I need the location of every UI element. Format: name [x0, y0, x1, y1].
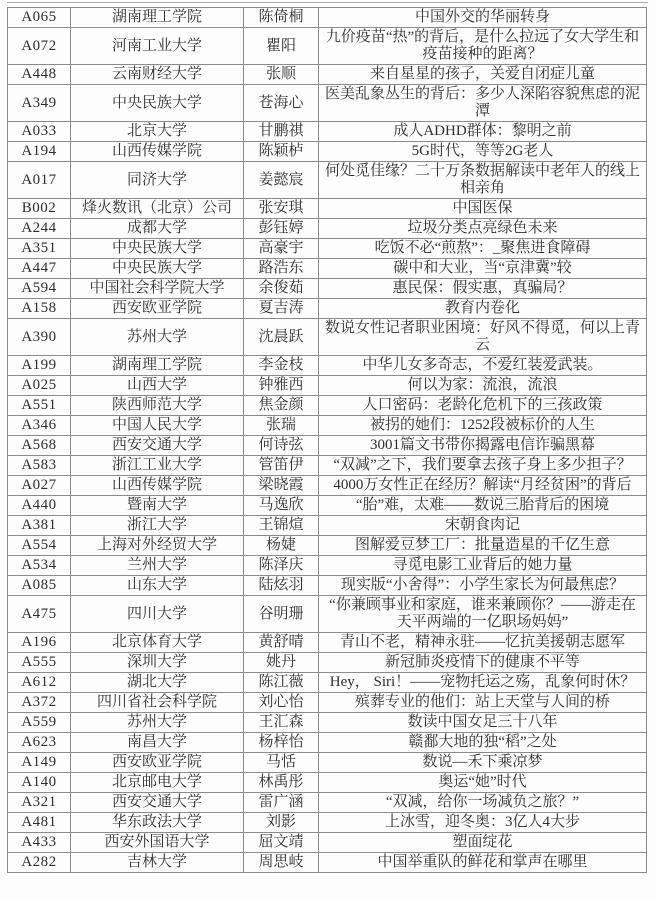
entry-author-name: 张安琪 — [244, 199, 319, 219]
entry-id: A554 — [8, 536, 71, 556]
table-row — [8, 556, 647, 576]
table-row — [8, 853, 647, 873]
entry-author-name: 杨婕 — [244, 536, 319, 556]
entry-id: A594 — [8, 279, 71, 299]
table-row — [8, 356, 647, 376]
entry-university: 湖北大学 — [71, 673, 244, 693]
entry-author-name: 甘鹏祺 — [244, 122, 319, 142]
table-row — [8, 299, 647, 319]
entry-work-title: 中华儿女多奇志，不爱红装爱武装。 — [319, 356, 647, 376]
entry-id: A551 — [8, 396, 71, 416]
entry-work-title: 九价疫苗“热”的背后，是什么拉远了女大学生和疫苗接种的距离？ — [319, 28, 647, 65]
table-row — [8, 536, 647, 556]
table-row — [8, 456, 647, 476]
table-row — [8, 773, 647, 793]
entry-author-name: 梁晓霞 — [244, 476, 319, 496]
entry-work-title: 上冰雪，迎冬奥：3亿人4大步 — [319, 813, 647, 833]
entry-author-name: 雷广涵 — [244, 793, 319, 813]
entry-id: A623 — [8, 733, 71, 753]
entry-id: A349 — [8, 85, 71, 122]
table-row — [8, 516, 647, 536]
table-row — [8, 653, 647, 673]
entry-author-name: 屈文靖 — [244, 833, 319, 853]
entry-id: A085 — [8, 576, 71, 596]
entry-university: 中央民族大学 — [71, 259, 244, 279]
entry-id: A381 — [8, 516, 71, 536]
entry-university: 中央民族大学 — [71, 85, 244, 122]
table-row — [8, 693, 647, 713]
entry-university: 山东大学 — [71, 576, 244, 596]
entry-university: 四川省社会科学院 — [71, 693, 244, 713]
entry-author-name: 林禹彤 — [244, 773, 319, 793]
table-row — [8, 219, 647, 239]
entry-id: A612 — [8, 673, 71, 693]
table-row — [8, 436, 647, 456]
entry-id: A475 — [8, 596, 71, 633]
entry-work-title: “双减，给你一场减负之旅？” — [319, 793, 647, 813]
table-row — [8, 142, 647, 162]
entry-work-title: 4000万女性正在经历？解读“月经贫困”的背后 — [319, 476, 647, 496]
entry-id: A568 — [8, 436, 71, 456]
table-row — [8, 476, 647, 496]
entry-university: 山西传媒学院 — [71, 142, 244, 162]
entry-university: 西安外国语大学 — [71, 833, 244, 853]
entry-university: 四川大学 — [71, 596, 244, 633]
entry-work-title: 3001篇文书带你揭露电信诈骗黑幕 — [319, 436, 647, 456]
entry-university: 同济大学 — [71, 162, 244, 199]
entry-work-title: 奥运“她”时代 — [319, 773, 647, 793]
entry-work-title: 宋朝食肉记 — [319, 516, 647, 536]
entry-author-name: 周思岐 — [244, 853, 319, 873]
entry-university: 山西大学 — [71, 376, 244, 396]
entry-work-title: Hey， Siri！——宠物托运之殇，乱象何时休？ — [319, 673, 647, 693]
entry-work-title: 塑面绽花 — [319, 833, 647, 853]
table-row — [8, 576, 647, 596]
entry-id: A390 — [8, 319, 71, 356]
entry-author-name: 彭钰婷 — [244, 219, 319, 239]
entry-id: A244 — [8, 219, 71, 239]
entry-university: 北京体育大学 — [71, 633, 244, 653]
entry-university: 上海对外经贸大学 — [71, 536, 244, 556]
entry-author-name: 谷明珊 — [244, 596, 319, 633]
entry-id: A534 — [8, 556, 71, 576]
table-row — [8, 416, 647, 436]
table-row — [8, 279, 647, 299]
table-row — [8, 633, 647, 653]
table-row — [8, 496, 647, 516]
entry-work-title: 青山不老，精神永驻——忆抗美援朝志愿军 — [319, 633, 647, 653]
entry-work-title: 5G时代，等等2G老人 — [319, 142, 647, 162]
table-row — [8, 199, 647, 219]
entry-author-name: 苍海心 — [244, 85, 319, 122]
entries-table-body — [8, 8, 647, 873]
table-row — [8, 162, 647, 199]
entry-work-title: 何以为家：流浪，流浪 — [319, 376, 647, 396]
table-row — [8, 793, 647, 813]
table-row — [8, 319, 647, 356]
entry-id: A027 — [8, 476, 71, 496]
entry-work-title: 医美乱象丛生的背后：多少人深陷容貌焦虑的泥潭 — [319, 85, 647, 122]
entry-university: 山西传媒学院 — [71, 476, 244, 496]
entry-author-name: 黄舒晴 — [244, 633, 319, 653]
entry-work-title: “你兼顾事业和家庭，谁来兼顾你？——游走在天平两端的一亿职场妈妈” — [319, 596, 647, 633]
entry-id: A321 — [8, 793, 71, 813]
entry-work-title: 数说—禾下乘凉梦 — [319, 753, 647, 773]
table-row — [8, 813, 647, 833]
entry-author-name: 张顺 — [244, 65, 319, 85]
entry-work-title: “胎”难，太难——数说三胎背后的困境 — [319, 496, 647, 516]
entry-author-name: 张瑞 — [244, 416, 319, 436]
entry-id: A351 — [8, 239, 71, 259]
entry-id: A555 — [8, 653, 71, 673]
entry-id: A158 — [8, 299, 71, 319]
entry-university: 北京邮电大学 — [71, 773, 244, 793]
entry-work-title: 何处觅佳缘？二十万条数据解读中老年人的线上相亲角 — [319, 162, 647, 199]
entry-work-title: 人口密码：老龄化危机下的三孩政策 — [319, 396, 647, 416]
entry-id: A559 — [8, 713, 71, 733]
entry-university: 深圳大学 — [71, 653, 244, 673]
entry-university: 西安欧亚学院 — [71, 299, 244, 319]
entry-id: A583 — [8, 456, 71, 476]
table-row — [8, 713, 647, 733]
entry-university: 兰州大学 — [71, 556, 244, 576]
entry-id: B002 — [8, 199, 71, 219]
cropped-row-divider — [7, 2, 648, 3]
entry-work-title: 被拐的她们：1252段被标价的人生 — [319, 416, 647, 436]
entry-work-title: 新冠肺炎疫情下的健康不平等 — [319, 653, 647, 673]
entry-university: 苏州大学 — [71, 319, 244, 356]
entry-id: A194 — [8, 142, 71, 162]
entry-university: 中央民族大学 — [71, 239, 244, 259]
entry-author-name: 何诗弦 — [244, 436, 319, 456]
entry-university: 陕西师范大学 — [71, 396, 244, 416]
entry-work-title: “双减”之下，我们要拿去孩子身上多少担子？ — [319, 456, 647, 476]
entry-work-title: 数读中国女足三十八年 — [319, 713, 647, 733]
entry-author-name: 王锦煊 — [244, 516, 319, 536]
table-row — [8, 28, 647, 65]
entry-university: 华东政法大学 — [71, 813, 244, 833]
entry-university: 云南财经大学 — [71, 65, 244, 85]
entry-university: 南昌大学 — [71, 733, 244, 753]
table-row — [8, 673, 647, 693]
entry-author-name: 刘心怡 — [244, 693, 319, 713]
entry-university: 浙江大学 — [71, 516, 244, 536]
entry-university: 苏州大学 — [71, 713, 244, 733]
entry-id: A447 — [8, 259, 71, 279]
entry-id: A440 — [8, 496, 71, 516]
entry-id: A072 — [8, 28, 71, 65]
entry-id: A199 — [8, 356, 71, 376]
entry-id: A033 — [8, 122, 71, 142]
entry-author-name: 陈泽庆 — [244, 556, 319, 576]
entry-id: A149 — [8, 753, 71, 773]
entry-work-title: 寻觅电影工业背后的她力量 — [319, 556, 647, 576]
entry-author-name: 陈江薇 — [244, 673, 319, 693]
entry-id: A448 — [8, 65, 71, 85]
entry-work-title: 图解爱豆梦工厂：批量造星的千亿生意 — [319, 536, 647, 556]
entry-work-title: 成人ADHD群体：黎明之前 — [319, 122, 647, 142]
entry-university: 暨南大学 — [71, 496, 244, 516]
entry-university: 湖南理工学院 — [71, 356, 244, 376]
entry-author-name: 沈晨跃 — [244, 319, 319, 356]
table-row — [8, 596, 647, 633]
table-row — [8, 65, 647, 85]
entry-work-title: 中国外交的华丽转身 — [319, 8, 647, 28]
entry-work-title: 殡葬专业的他们：站上天堂与人间的桥 — [319, 693, 647, 713]
entry-university: 浙江工业大学 — [71, 456, 244, 476]
entry-id: A433 — [8, 833, 71, 853]
table-row — [8, 753, 647, 773]
entry-work-title: 赣鄱大地的独“稻”之处 — [319, 733, 647, 753]
table-row — [8, 122, 647, 142]
entry-university: 河南工业大学 — [71, 28, 244, 65]
entry-work-title: 吃饭不必“煎熬”：_聚焦进食障碍 — [319, 239, 647, 259]
entry-id: A065 — [8, 8, 71, 28]
entry-work-title: 中国医保 — [319, 199, 647, 219]
entry-university: 吉林大学 — [71, 853, 244, 873]
entry-author-name: 王汇森 — [244, 713, 319, 733]
entry-university: 西安欧亚学院 — [71, 753, 244, 773]
entry-university: 中国社会科学院大学 — [71, 279, 244, 299]
entry-work-title: 教育内卷化 — [319, 299, 647, 319]
entry-author-name: 杨梓怡 — [244, 733, 319, 753]
table-row — [8, 396, 647, 416]
entry-author-name: 管笛伊 — [244, 456, 319, 476]
entry-university: 湖南理工学院 — [71, 8, 244, 28]
entry-author-name: 陈颖栌 — [244, 142, 319, 162]
entry-university: 西安交通大学 — [71, 436, 244, 456]
entries-table — [7, 7, 647, 873]
entry-author-name: 姜懿宸 — [244, 162, 319, 199]
entry-work-title: 中国举重队的鲜花和掌声在哪里 — [319, 853, 647, 873]
entry-university: 西安交通大学 — [71, 793, 244, 813]
table-row — [8, 376, 647, 396]
entry-author-name: 马逸欣 — [244, 496, 319, 516]
table-row — [8, 239, 647, 259]
entry-university: 中国人民大学 — [71, 416, 244, 436]
table-row — [8, 8, 647, 28]
entry-work-title: 碳中和大业，当“京津冀”较 — [319, 259, 647, 279]
entry-author-name: 路浩东 — [244, 259, 319, 279]
entry-work-title: 现实版“小舍得”：小学生家长为何最焦虑？ — [319, 576, 647, 596]
entry-university: 北京大学 — [71, 122, 244, 142]
entry-author-name: 陆炫羽 — [244, 576, 319, 596]
entry-work-title: 惠民保：假实惠，真骗局？ — [319, 279, 647, 299]
entry-work-title: 垃圾分类点亮绿色未来 — [319, 219, 647, 239]
entry-university: 成都大学 — [71, 219, 244, 239]
entry-author-name: 刘影 — [244, 813, 319, 833]
entry-author-name: 姚丹 — [244, 653, 319, 673]
entry-author-name: 夏吉涛 — [244, 299, 319, 319]
entry-author-name: 余俊茹 — [244, 279, 319, 299]
entry-id: A025 — [8, 376, 71, 396]
entry-author-name: 李金枝 — [244, 356, 319, 376]
entry-author-name: 高豪宇 — [244, 239, 319, 259]
entry-id: A346 — [8, 416, 71, 436]
entry-id: A282 — [8, 853, 71, 873]
entry-id: A196 — [8, 633, 71, 653]
entry-author-name: 马恬 — [244, 753, 319, 773]
entry-author-name: 瞿阳 — [244, 28, 319, 65]
entry-id: A372 — [8, 693, 71, 713]
entry-author-name: 焦金颜 — [244, 396, 319, 416]
entry-id: A481 — [8, 813, 71, 833]
entry-id: A140 — [8, 773, 71, 793]
entry-id: A017 — [8, 162, 71, 199]
table-row — [8, 833, 647, 853]
entry-author-name: 陈倚桐 — [244, 8, 319, 28]
table-row — [8, 733, 647, 753]
entry-university: 烽火数讯（北京）公司 — [71, 199, 244, 219]
entry-author-name: 钟雅西 — [244, 376, 319, 396]
table-row — [8, 85, 647, 122]
table-row — [8, 259, 647, 279]
entry-work-title: 来自星星的孩子，关爱自闭症儿童 — [319, 65, 647, 85]
entry-work-title: 数说女性记者职业困境：好风不得觅，何以上青云 — [319, 319, 647, 356]
